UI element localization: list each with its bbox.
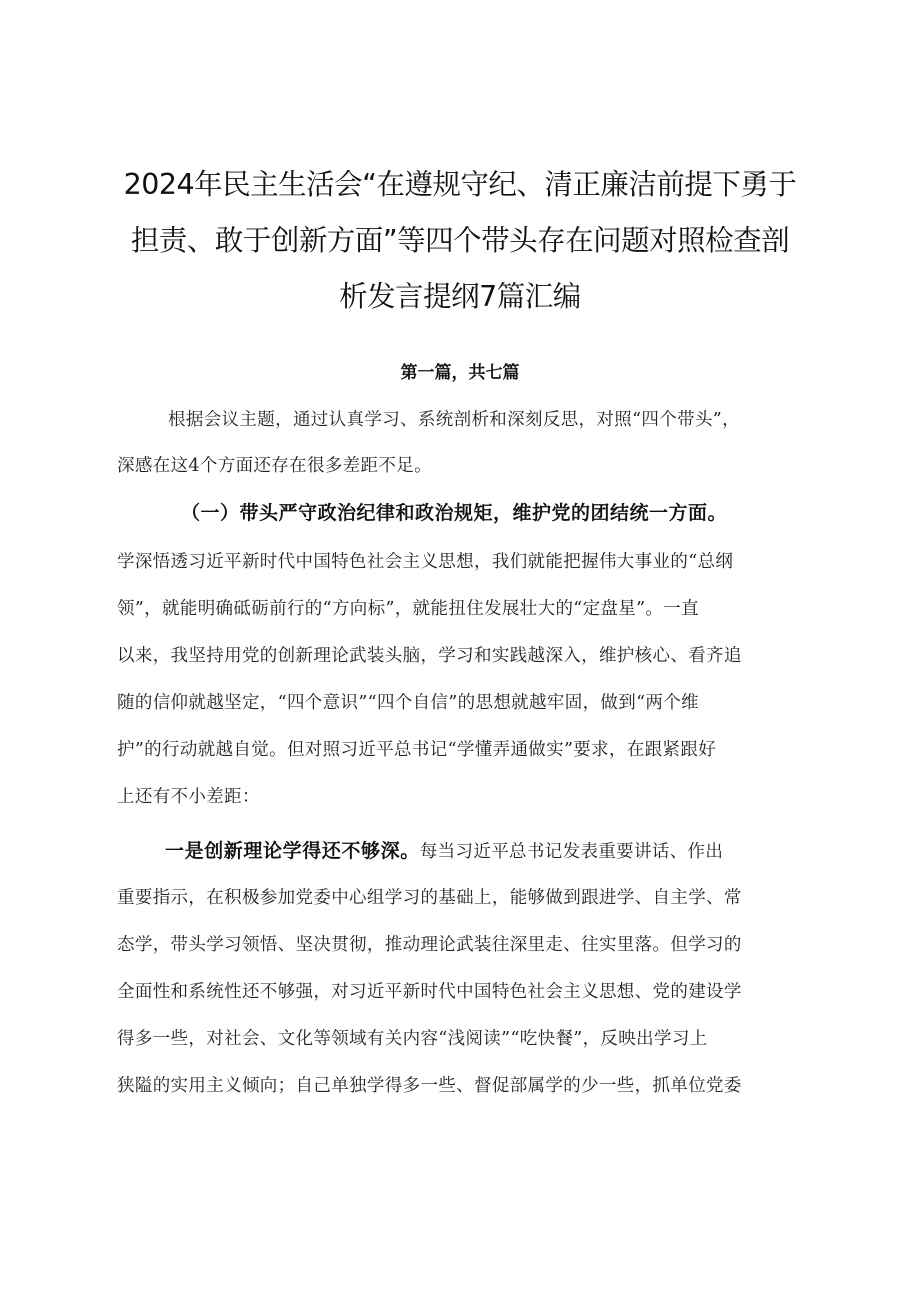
document-title: [100, 157, 820, 325]
para2-line-1: [165, 836, 723, 867]
para2-line-3: 态学，带头学习领悟、坚决贯彻，推动理论武装往深里走、往实里落。但学习的: [117, 935, 742, 955]
title-line-1: 2024年民主生活会“在遵规守纪、清正廉洁前提下勇于: [123, 168, 797, 201]
title-line-3: 析发言提纲7篇汇编: [339, 280, 581, 313]
intro-line-2: 深感在这4个方面还存在很多差距不足。: [117, 456, 432, 476]
para2-line-4: 全面性和系统性还不够强，对习近平新时代中国特色社会主义思想、党的建设学: [117, 982, 742, 1002]
para1-line-1: 学深悟透习近平新时代中国特色社会主义思想，我们就能把握伟大事业的“总纲: [117, 552, 734, 572]
para2-first-rest: 每当习近平总书记发表重要讲话、作出: [419, 842, 724, 862]
para1-line-3: 以来，我坚持用党的创新理论武装头脑，学习和实践越深入，维护核心、看齐追: [117, 646, 742, 666]
title-line-2: 担责、敢于创新方面”等四个带头存在问题对照检查剖: [130, 224, 790, 257]
para1-line-6: 上还有不小差距：: [117, 787, 260, 807]
para2-line-2: 重要指示，在积极参加党委中心组学习的基础上，能够做到跟进学、自主学、常: [117, 888, 742, 908]
para2-line-6: 狭隘的实用主义倾向；自己单独学得多一些、督促部属学的少一些，抓单位党委: [117, 1076, 742, 1096]
para2-lead: 一是创新理论学得还不够深。: [165, 840, 420, 862]
section-heading: 第一篇，共七篇: [400, 363, 520, 383]
subheading-political-discipline: （一）带头严守政治纪律和政治规矩，维护党的团结统一方面。: [181, 502, 728, 524]
para1-line-5: 护”的行动就越自觉。但对照习近平总书记“学懂弄通做实”要求，在跟紧跟好: [117, 740, 717, 760]
para1-line-2: 领”，就能明确砥砺前行的“方向标”，就能扭住发展壮大的“定盘星”。一直: [117, 599, 699, 619]
intro-line-1: 根据会议主题，通过认真学习、系统剖析和深刻反思，对照“四个带头”，: [168, 410, 740, 430]
para1-line-4: 随的信仰就越坚定，“四个意识”“四个自信”的思想就越牢固，做到“两个维: [117, 693, 699, 713]
para2-line-5: 得多一些，对社会、文化等领域有关内容“浅阅读”“吃快餐”，反映出学习上: [117, 1029, 708, 1049]
